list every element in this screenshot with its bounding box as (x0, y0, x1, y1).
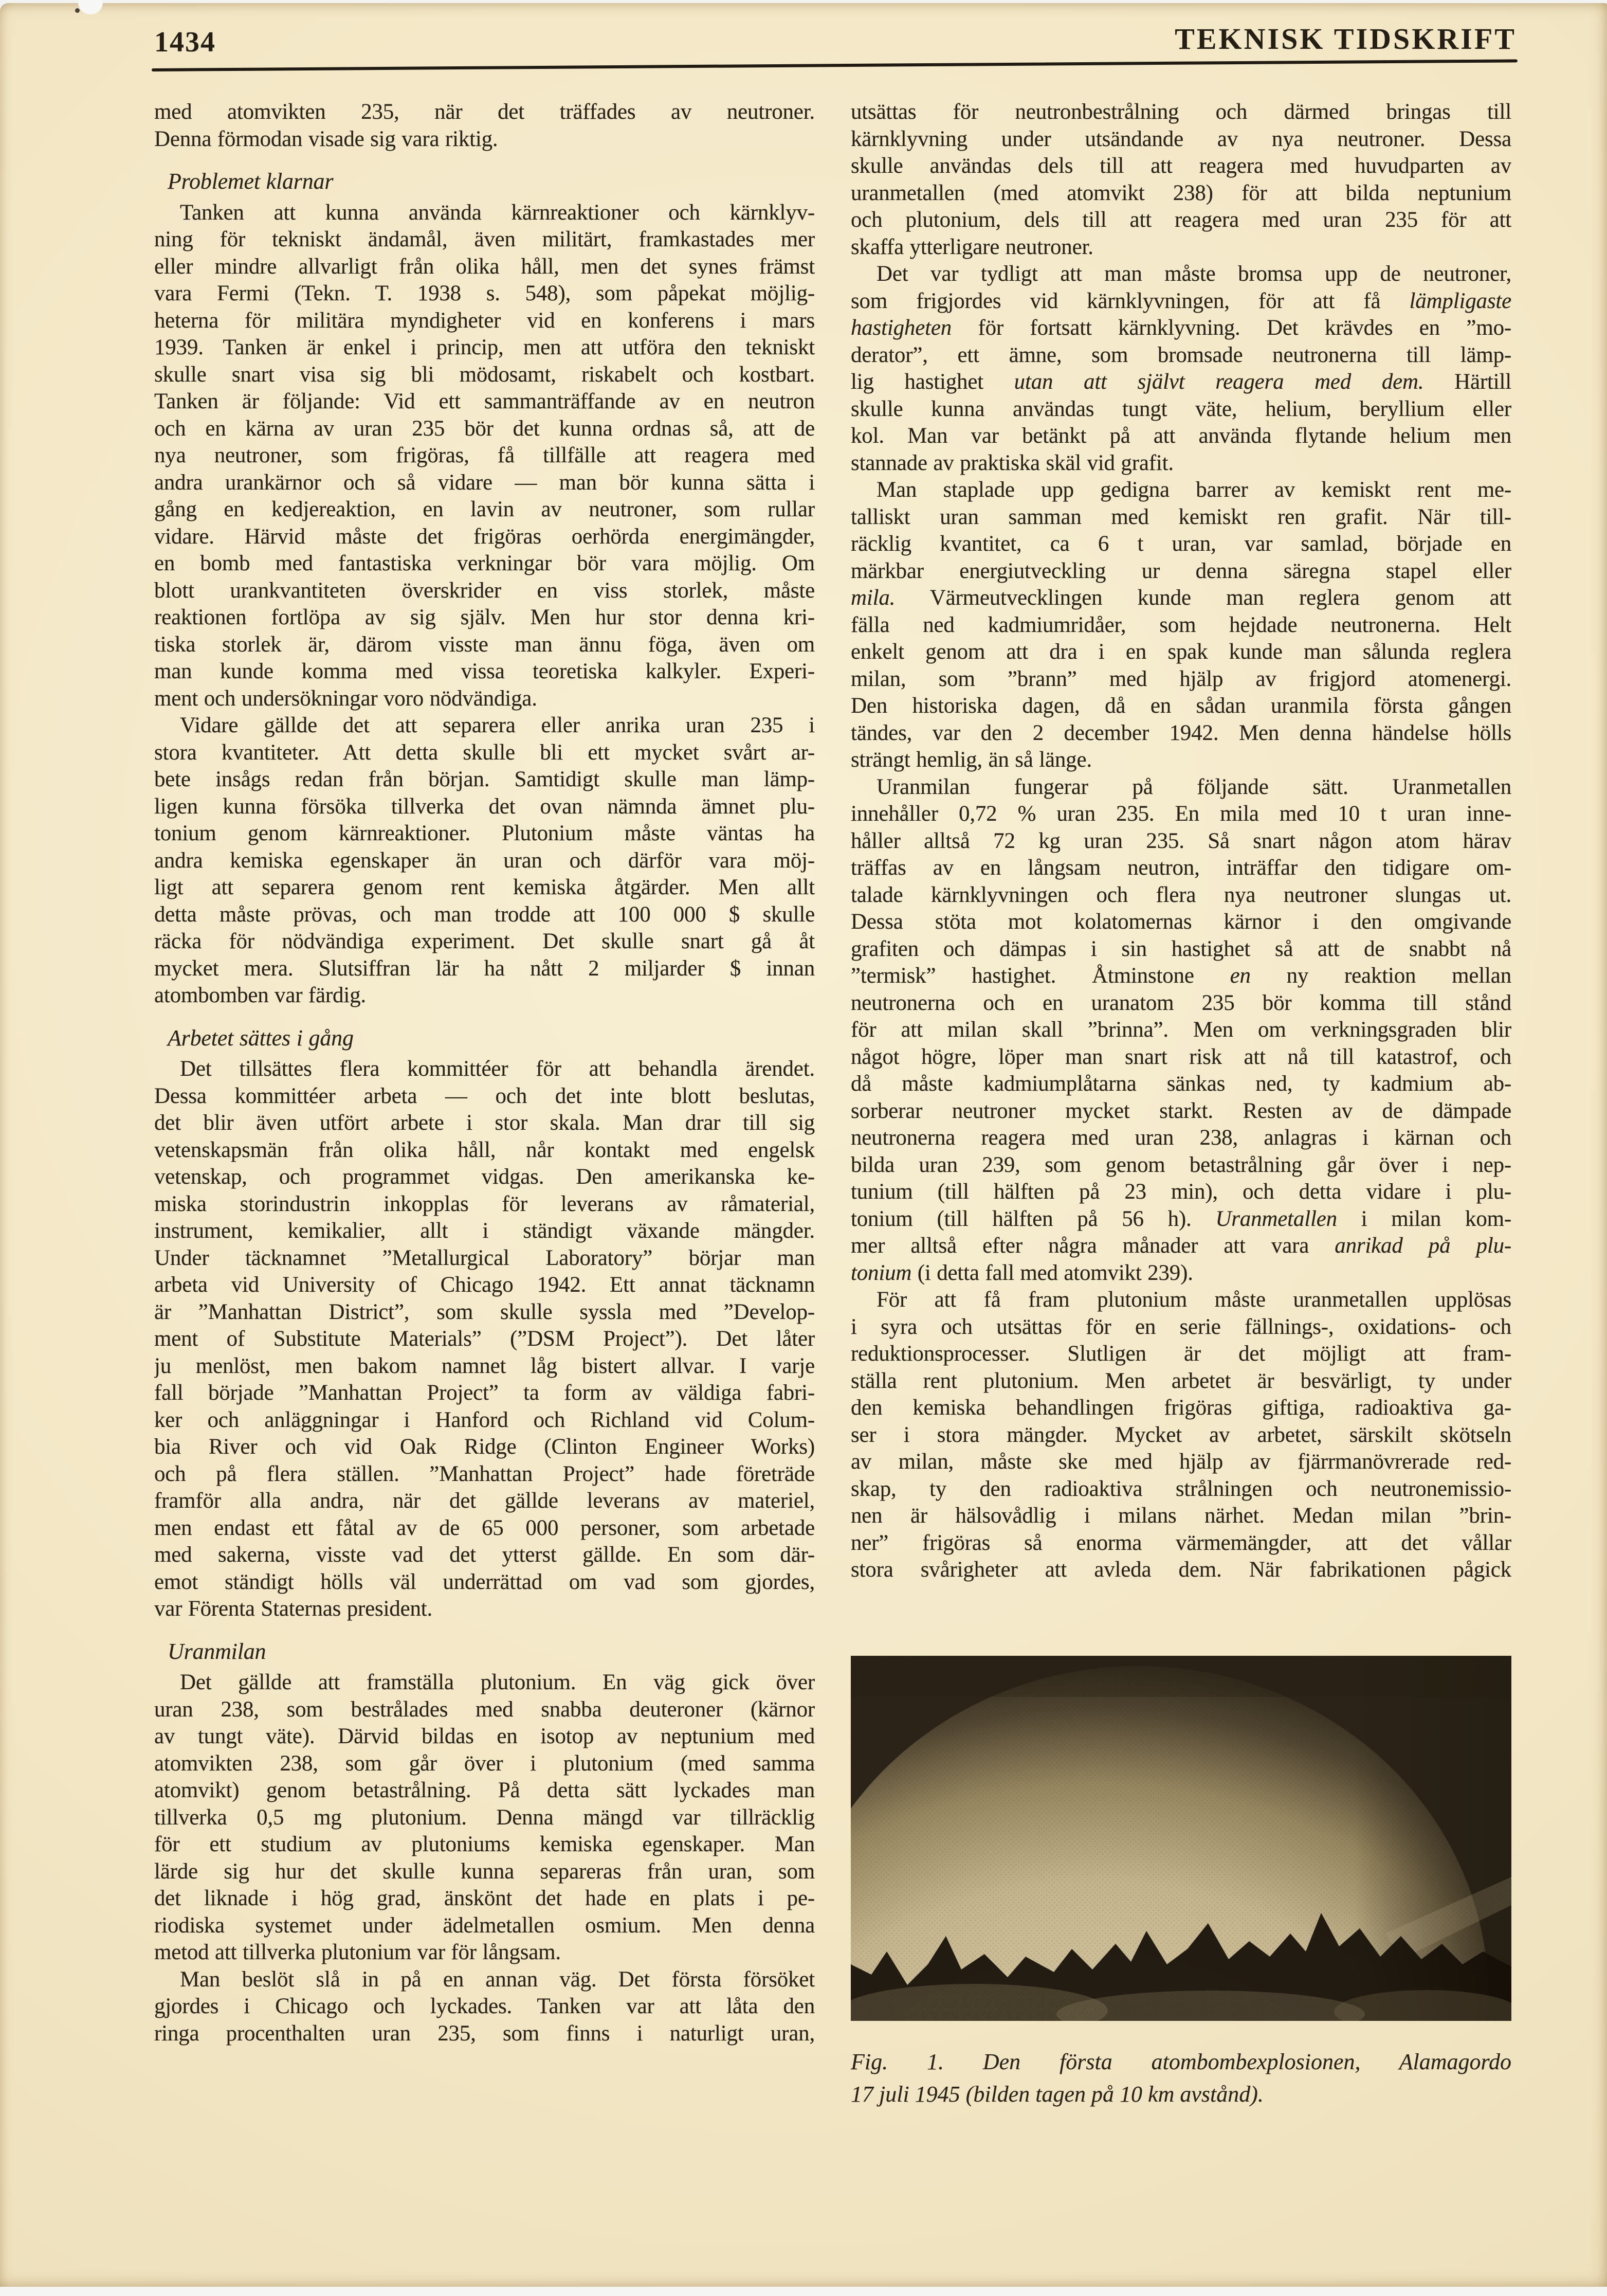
text-line (154, 1750, 815, 1778)
text-run: ringa procenthalten uran 235, som finns i naturligt uran, (154, 2021, 815, 2046)
scanner-background-strip (0, 2287, 1607, 2296)
text-run: reduktionsprocesser. Slutligen är det möjligt att fram- (851, 1342, 1511, 1366)
paragraph (154, 200, 815, 713)
text-line (154, 1939, 815, 1966)
text-run: för ett studium av plutoniums kemiska egenskaper. Man (154, 1832, 815, 1856)
journal-title: TEKNISK TIDSKRIFT (1175, 22, 1517, 56)
text-run: (i detta fall med atomvikt 239). (911, 1260, 1193, 1285)
italic-text-run: Uranmetallen (1215, 1206, 1337, 1231)
text-run: Det var tydligt att man måste bromsa upp de neutroner, (876, 262, 1511, 286)
italic-text-run: en (1230, 964, 1251, 988)
text-run: nen är hälsovådlig i milans närhet. Medan milan ”brin- (851, 1504, 1511, 1528)
text-run: skap, ty den radioaktiva strålningen och neutronemissio- (851, 1476, 1511, 1501)
text-run: nya neutroner, som frigöras, få tillfälle att reagera med (154, 443, 815, 467)
text-run: av milan, måste ske med hjälp av fjärrmanövrerade red- (851, 1450, 1511, 1474)
text-line (154, 874, 815, 901)
text-line (154, 1696, 815, 1724)
text-line (154, 99, 815, 126)
text-line (851, 720, 1511, 747)
text-line (154, 254, 815, 281)
text-line (851, 261, 1511, 288)
text-run: Det tillsättes flera kommittéer för att behandla ärendet. (180, 1057, 815, 1081)
text-run: den kemiska behandlingen frigöras giftiga, radioaktiva ga- (851, 1396, 1511, 1420)
text-line (851, 774, 1511, 801)
text-line (851, 180, 1511, 207)
text-run: av tungt väte). Därvid bildas en isotop av neptunium med (154, 1724, 815, 1748)
text-line (154, 1993, 815, 2020)
text-run: ner” frigöras så enorma värmemängder, att det vållar (851, 1530, 1511, 1555)
text-line (851, 1287, 1511, 1314)
text-line (154, 1434, 815, 1461)
text-line (154, 1191, 815, 1218)
text-line (154, 1407, 815, 1434)
text-line (851, 639, 1511, 666)
text-line (154, 388, 815, 415)
text-run: märkbar energiutveckling ur denna säregna stapel eller (851, 558, 1511, 583)
text-run: Man staplade upp gedigna barrer av kemiskt rent me- (876, 478, 1511, 502)
text-run: atombomben var färdig. (154, 983, 366, 1007)
text-run: ning för tekniskt ändamål, även militärt, framkastades mer (154, 227, 815, 251)
text-line (154, 1912, 815, 1940)
text-line (154, 1218, 815, 1245)
text-line (851, 1098, 1511, 1125)
text-run: andra kemiska egenskaper än uran och därför vara möj- (154, 848, 815, 873)
text-run: 1939. Tanken är enkel i princip, men att utföra den tekniskt (154, 335, 815, 359)
text-run: och på flera ställen. ”Manhattan Project” hade företräde (154, 1461, 815, 1486)
text-line (851, 477, 1511, 504)
text-run: Tanken är följande: Vid ett sammanträffande av en neutron (154, 389, 815, 413)
text-line (154, 523, 815, 551)
text-line (154, 955, 815, 983)
text-run: räcklig kvantitet, ca 6 t uran, var samlad, började en (851, 532, 1511, 556)
text-line (154, 1110, 815, 1137)
text-line (851, 1206, 1511, 1233)
text-line (851, 1368, 1511, 1395)
section-heading: Arbetet sättes i gång (168, 1025, 354, 1051)
text-run: fälla ned kadmiumridåer, som hejdade neutronerna. Helt (851, 612, 1511, 637)
text-line (851, 1152, 1511, 1179)
text-line (154, 1326, 815, 1353)
text-run: innehåller 0,72 % uran 235. En mila med 10 t uran inne- (851, 802, 1511, 826)
text-run: lig hastighet (851, 370, 1014, 394)
text-line (154, 577, 815, 605)
text-run: tillverka 0,5 mg plutonium. Denna mängd var tillräcklig (154, 1805, 815, 1830)
paragraph (154, 99, 815, 153)
text-run: grafiten och dämpas i sin hastighet så att de snabbt nå (851, 936, 1511, 961)
text-run: riodiska systemet under ädelmetallen osmium. Men denna (154, 1913, 815, 1938)
text-line (851, 882, 1511, 909)
text-run: ment of Substitute Materials” (”DSM Project”). Det låter (154, 1327, 815, 1351)
text-line (154, 1461, 815, 1488)
text-line (154, 415, 815, 443)
text-run: ju menlöst, men bakom namnet låg bistert allvar. I varje (154, 1353, 815, 1378)
text-run: neutronerna reagera med uran 238, anlagras i kärnan och (851, 1126, 1511, 1150)
text-line (851, 1233, 1511, 1260)
text-line (851, 423, 1511, 450)
text-line (154, 901, 815, 929)
text-run: Under täcknamnet ”Metallurgical Laboratory” börjar man (154, 1245, 815, 1270)
text-run: atomvikt) genom betastrålning. På detta sätt lyckades man (154, 1778, 815, 1802)
text-run: en bomb med fantastiska verkningar bör vara möjlig. Om (154, 551, 815, 575)
text-line (154, 361, 815, 389)
text-line (154, 1569, 815, 1596)
text-run: men endast ett fåtal av de 65 000 personer, som arbetade (154, 1515, 815, 1540)
text-run: gjordes i Chicago och lyckades. Tanken var att låta den (154, 1994, 815, 2018)
text-line (851, 207, 1511, 234)
text-run: Tanken att kunna använda kärnreaktioner och kärnklyv- (180, 200, 815, 225)
text-run: detta måste prövas, och man trodde att 100 000 $ skulle (154, 902, 815, 927)
text-line (851, 801, 1511, 828)
text-run: lärde sig hur det skulle kunna separeras från uran, som (154, 1859, 815, 1884)
text-line (851, 963, 1511, 990)
text-run: tunium (till hälften på 23 min), och detta vidare i plu- (851, 1180, 1511, 1204)
paragraph (154, 1966, 815, 2048)
text-line (154, 847, 815, 875)
figure-caption-line: Fig. 1. Den första atombombexplosionen, Alamagordo (851, 2049, 1511, 2074)
explosion-photo-graphic (851, 1656, 1511, 2021)
text-run: vetenskap, och programmet vidgas. Den amerikanska ke- (154, 1165, 815, 1189)
text-line (154, 712, 815, 739)
text-run: och plutonium, dels till att reagera med uran 235 för att (851, 208, 1511, 232)
text-line (154, 280, 815, 308)
text-line (154, 1542, 815, 1569)
text-run: atomvikten 238, som går över i plutonium (med samma (154, 1751, 815, 1776)
figure-caption (851, 2046, 1511, 2110)
text-line (851, 990, 1511, 1017)
text-run: uran 238, som bestrålades med snabba deuteroner (kärnor (154, 1697, 815, 1722)
figure-caption-line: 17 juli 1945 (bilden tagen på 10 km avstånd). (851, 2082, 1264, 2107)
text-run: arbeta vid University of Chicago 1942. Ett annat täcknamn (154, 1273, 815, 1297)
text-line (851, 342, 1511, 369)
text-run: bilda uran 239, som genom betastrålning går över i nep- (851, 1152, 1511, 1177)
text-line (154, 442, 815, 469)
text-line (154, 1515, 815, 1542)
text-run: mycket mera. Slutsiffran lär ha nått 2 miljarder $ innan (154, 956, 815, 981)
text-run: Man beslöt slå in på en annan väg. Det första försöket (180, 1967, 815, 1992)
text-run: Den historiska dagen, då en sådan uranmila första gången (851, 694, 1511, 718)
text-line (851, 855, 1511, 882)
text-run: Denna förmodan visade sig vara riktig. (154, 126, 498, 151)
paragraph (851, 1287, 1511, 1584)
text-line (154, 1272, 815, 1299)
text-run: då måste kadmiumplåtarna sänkas ned, ty kadmium ab- (851, 1072, 1511, 1096)
text-line (154, 550, 815, 577)
text-line (851, 1395, 1511, 1422)
text-run: sorberar neutroner mycket starkt. Resten av de dämpade (851, 1098, 1511, 1123)
text-line (851, 315, 1511, 342)
text-run: kärnklyvning under utsändande av nya neutroner. Dessa (851, 126, 1511, 151)
left-text-column (154, 99, 815, 2047)
italic-text-run: anrikad på plu- (1335, 1234, 1511, 1258)
text-run: för fortsatt kärnklyvning. Det krävdes en ”mo- (952, 316, 1511, 340)
text-line (851, 828, 1511, 855)
text-line (851, 1017, 1511, 1044)
right-text-column (851, 99, 1511, 1584)
text-run: i milan kom- (1337, 1206, 1511, 1231)
text-line (154, 200, 815, 227)
text-line (154, 766, 815, 793)
text-line (851, 1449, 1511, 1476)
text-run: tiska storlek är, därom visste man ännu föga, även om (154, 632, 815, 657)
text-run: med sakerna, visste vad det ytterst gällde. En som där- (154, 1543, 815, 1567)
text-run: instrument, kemikalier, allt i ständigt växande mängder. (154, 1219, 815, 1243)
text-run: vara Fermi (Tekn. T. 1938 s. 548), som påpekat möjlig- (154, 281, 815, 305)
text-run: utsättas för neutronbestrålning och därmed bringas till (851, 100, 1511, 124)
text-line (154, 658, 815, 685)
text-line (851, 531, 1511, 558)
text-line (851, 909, 1511, 936)
text-line (154, 1353, 815, 1380)
text-line (154, 604, 815, 631)
text-run: mer alltså efter några månader att vara (851, 1234, 1335, 1258)
text-run: Värmeutvecklingen kunde man reglera genom att (895, 586, 1511, 610)
text-run: det liknade i hög grad, änskönt det hade en plats i pe- (154, 1886, 815, 1910)
text-line (154, 1669, 815, 1696)
text-line (154, 2020, 815, 2048)
text-line (154, 1777, 815, 1804)
text-run: Dessa stöta mot kolatomernas kärnor i den omgivande (851, 910, 1511, 934)
italic-text-run: hastigheten (851, 316, 952, 340)
text-line (851, 1422, 1511, 1449)
italic-text-run: mila. (851, 586, 896, 610)
text-line (851, 1503, 1511, 1530)
text-run: metod att tillverka plutonium var för långsam. (154, 1940, 561, 1964)
text-line (154, 496, 815, 523)
paragraph (851, 477, 1511, 774)
text-run: ny reaktion mellan (1250, 964, 1511, 988)
text-line (851, 693, 1511, 720)
text-line (851, 288, 1511, 315)
text-run: eller mindre allvarligt från olika håll, men det synes främst (154, 254, 815, 279)
text-line (851, 1557, 1511, 1584)
text-run: uranmetallen (med atomvikt 238) för att bilda neptunium (851, 180, 1511, 205)
text-line (154, 1804, 815, 1832)
text-run: räcka för nödvändiga experiment. Det skulle snart gå åt (154, 929, 815, 953)
text-run: i syra och utsättas för en serie fällnings-, oxidations- och (851, 1314, 1511, 1339)
text-run: ker och anläggningar i Hanford och Richland vid Colum- (154, 1407, 815, 1432)
text-line (154, 1164, 815, 1191)
text-line (154, 469, 815, 497)
text-line (851, 99, 1511, 126)
text-run: som frigjordes vid kärnklyvningen, för att få (851, 288, 1410, 313)
text-line (851, 450, 1511, 477)
text-line (851, 1125, 1511, 1152)
text-line (154, 1723, 815, 1750)
text-line (154, 308, 815, 335)
text-line (154, 1056, 815, 1083)
text-run: ligen kunna försöka tillverka det ovan nämnda ämnet plu- (154, 794, 815, 819)
text-line (154, 631, 815, 659)
text-run: träffas av en långsam neutron, inträffar den tidigare om- (851, 856, 1511, 880)
paragraph (154, 1669, 815, 1966)
text-line (851, 936, 1511, 963)
text-line (154, 1831, 815, 1858)
text-line (851, 369, 1511, 396)
text-run: framför alla andra, när det gällde leverans av materiel, (154, 1489, 815, 1513)
text-run: fall började ”Manhattan Project” ta form av väldiga fabri- (154, 1381, 815, 1405)
text-line (851, 1179, 1511, 1206)
text-run: något högre, löper man snart risk att nå till katastrof, och (851, 1044, 1511, 1069)
text-run: bia River och vid Oak Ridge (Clinton Engineer Works) (154, 1435, 815, 1459)
text-run: tonium (till hälften på 56 h). (851, 1206, 1216, 1231)
text-line (851, 504, 1511, 531)
text-line (154, 1245, 815, 1272)
atomic-explosion-photo (851, 1656, 1511, 2021)
text-line (154, 334, 815, 361)
text-line (851, 1044, 1511, 1071)
text-line (851, 558, 1511, 585)
text-line (851, 747, 1511, 774)
text-run: tändes, var den 2 december 1942. Men denna händelse hölls (851, 720, 1511, 745)
text-run: talade kärnklyvningen och flera nya neutroner slungas ut. (851, 882, 1511, 907)
paragraph (851, 99, 1511, 261)
paragraph (851, 774, 1511, 1287)
text-run: enkelt genom att dra i en spak kunde man sålunda reglera (851, 640, 1511, 664)
paragraph (851, 261, 1511, 477)
text-run: skulle kunna användas tungt väte, helium, beryllium eller (851, 396, 1511, 421)
text-run: är ”Manhattan District”, som skulle syssla med ”Develop- (154, 1299, 815, 1324)
text-line (851, 126, 1511, 153)
paragraph (154, 712, 815, 1009)
italic-text-run: tonium (851, 1260, 912, 1285)
text-run: stora kvantiteter. Att detta skulle bli ett mycket svårt ar- (154, 740, 815, 765)
text-line (154, 226, 815, 254)
section-heading: Problemet klarnar (168, 169, 334, 194)
text-run: stora svårigheter att avleda dem. När fabrikationen pågick (851, 1558, 1511, 1582)
text-run: Härtill (1423, 370, 1511, 394)
text-line (154, 126, 815, 153)
text-run: man kunde komma med vissa teoretiska kalkyler. Experi- (154, 659, 815, 683)
text-line (154, 1083, 815, 1110)
text-line (154, 928, 815, 955)
text-line (851, 612, 1511, 639)
text-line (851, 666, 1511, 693)
text-line (154, 685, 815, 713)
text-line (154, 793, 815, 821)
text-run: Uranmilan fungerar på följande sätt. Uranmetallen (876, 774, 1511, 799)
text-run: miska storindustrin inkopplas för leverans av råmaterial, (154, 1191, 815, 1216)
text-run: ställa rent plutonium. Men arbetet är besvärligt, ty under (851, 1368, 1511, 1393)
text-line (851, 1341, 1511, 1368)
text-line (154, 1966, 815, 1994)
text-run: talliskt uran samman med kemiskt ren grafit. När till- (851, 504, 1511, 529)
text-run: ser i stora mängder. Mycket av arbetet, särskilt skötseln (851, 1422, 1511, 1447)
text-line (154, 739, 815, 767)
text-run: skulle användas dels till att reagera med huvudparten av (851, 154, 1511, 178)
text-run: bete insågs redan från början. Samtidigt skulle man lämp- (154, 767, 815, 791)
text-line (154, 1488, 815, 1515)
text-line (851, 153, 1511, 180)
text-run: blott urankvantiteten överskrider en viss storlek, måste (154, 578, 815, 603)
text-run: med atomvikten 235, när det träffades av neutroner. (154, 100, 815, 124)
text-line (851, 585, 1511, 612)
text-line (851, 1476, 1511, 1503)
text-run: ”termisk” hastighet. Åtminstone (851, 964, 1230, 988)
text-run: Det gällde att framställa plutonium. En väg gick över (180, 1670, 815, 1694)
text-line (154, 982, 815, 1009)
text-run: andra urankärnor och så vidare — man bör kunna sätta i (154, 470, 815, 495)
text-line (851, 1314, 1511, 1341)
text-run: tonium genom kärnreaktioner. Plutonium måste väntas ha (154, 821, 815, 845)
text-line (154, 1137, 815, 1164)
text-run: skaffa ytterligare neutroner. (851, 234, 1093, 259)
italic-text-run: utan att självt reagera med dem. (1014, 370, 1424, 394)
text-run: heterna för militära myndigheter vid en konferens i mars (154, 308, 815, 333)
text-line (154, 820, 815, 847)
text-run: ligt att separera genom rent kemiska åtgärder. Men allt (154, 875, 815, 899)
text-run: emot ständigt hölls väl underrättad om vad som gjordes, (154, 1569, 815, 1594)
text-run: håller alltså 72 kg uran 235. Så snart någon atom härav (851, 828, 1511, 853)
section-heading: Uranmilan (168, 1638, 266, 1664)
text-line (154, 1858, 815, 1886)
text-line (851, 1071, 1511, 1098)
paragraph (154, 1056, 815, 1623)
text-run: Dessa kommittéer arbeta — och det inte blott beslutas, (154, 1083, 815, 1108)
text-run: För att få fram plutonium måste uranmetallen upplösas (876, 1288, 1511, 1312)
page-number: 1434 (154, 26, 216, 58)
text-run: var Förenta Staternas president. (154, 1597, 433, 1621)
text-run: ment och undersökningar voro nödvändiga. (154, 686, 537, 711)
text-run: vidare. Härvid måste det frigöras oerhörda energimängder, (154, 524, 815, 549)
text-run: det blir även utfört arbete i stor skala. Man drar till sig (154, 1111, 815, 1135)
text-line (851, 1260, 1511, 1287)
text-run: och en kärna av uran 235 bör det kunna ordnas så, att de (154, 416, 815, 441)
text-line (154, 1380, 815, 1407)
text-line (154, 1885, 815, 1912)
text-run: skulle snart visa sig bli mödosamt, riskabelt och kostbart. (154, 362, 815, 387)
text-run: vetenskapsmän från olika håll, når kontakt med engelsk (154, 1137, 815, 1162)
text-run: stannade av praktiska skäl vid grafit. (851, 450, 1174, 475)
ink-speck (75, 8, 80, 13)
italic-text-run: lämpligaste (1409, 288, 1511, 313)
text-run: derator”, ett ämne, som bromsade neutronerna till lämp- (851, 342, 1511, 367)
text-run: för att milan skall ”brinna”. Men om verkningsgraden blir (851, 1018, 1511, 1042)
text-line (154, 1299, 815, 1326)
text-line (851, 1530, 1511, 1557)
text-run: reaktionen fortlöpa av sig själv. Men hur stor denna kri- (154, 605, 815, 629)
text-line (851, 234, 1511, 261)
text-line (154, 1596, 815, 1623)
text-run: gång en kedjereaktion, en lavin av neutroner, som rullar (154, 497, 815, 521)
text-run: Vidare gällde det att separera eller anrika uran 235 i (180, 713, 815, 737)
text-run: kol. Man var betänkt på att använda flytande helium men (851, 424, 1511, 448)
text-run: neutronerna och en uranatom 235 bör komma till stånd (851, 990, 1511, 1015)
text-run: milan, som ”brann” med hjälp av frigjord atomenergi. (851, 666, 1511, 691)
text-run: strängt hemlig, än så länge. (851, 748, 1092, 772)
text-line (851, 396, 1511, 423)
